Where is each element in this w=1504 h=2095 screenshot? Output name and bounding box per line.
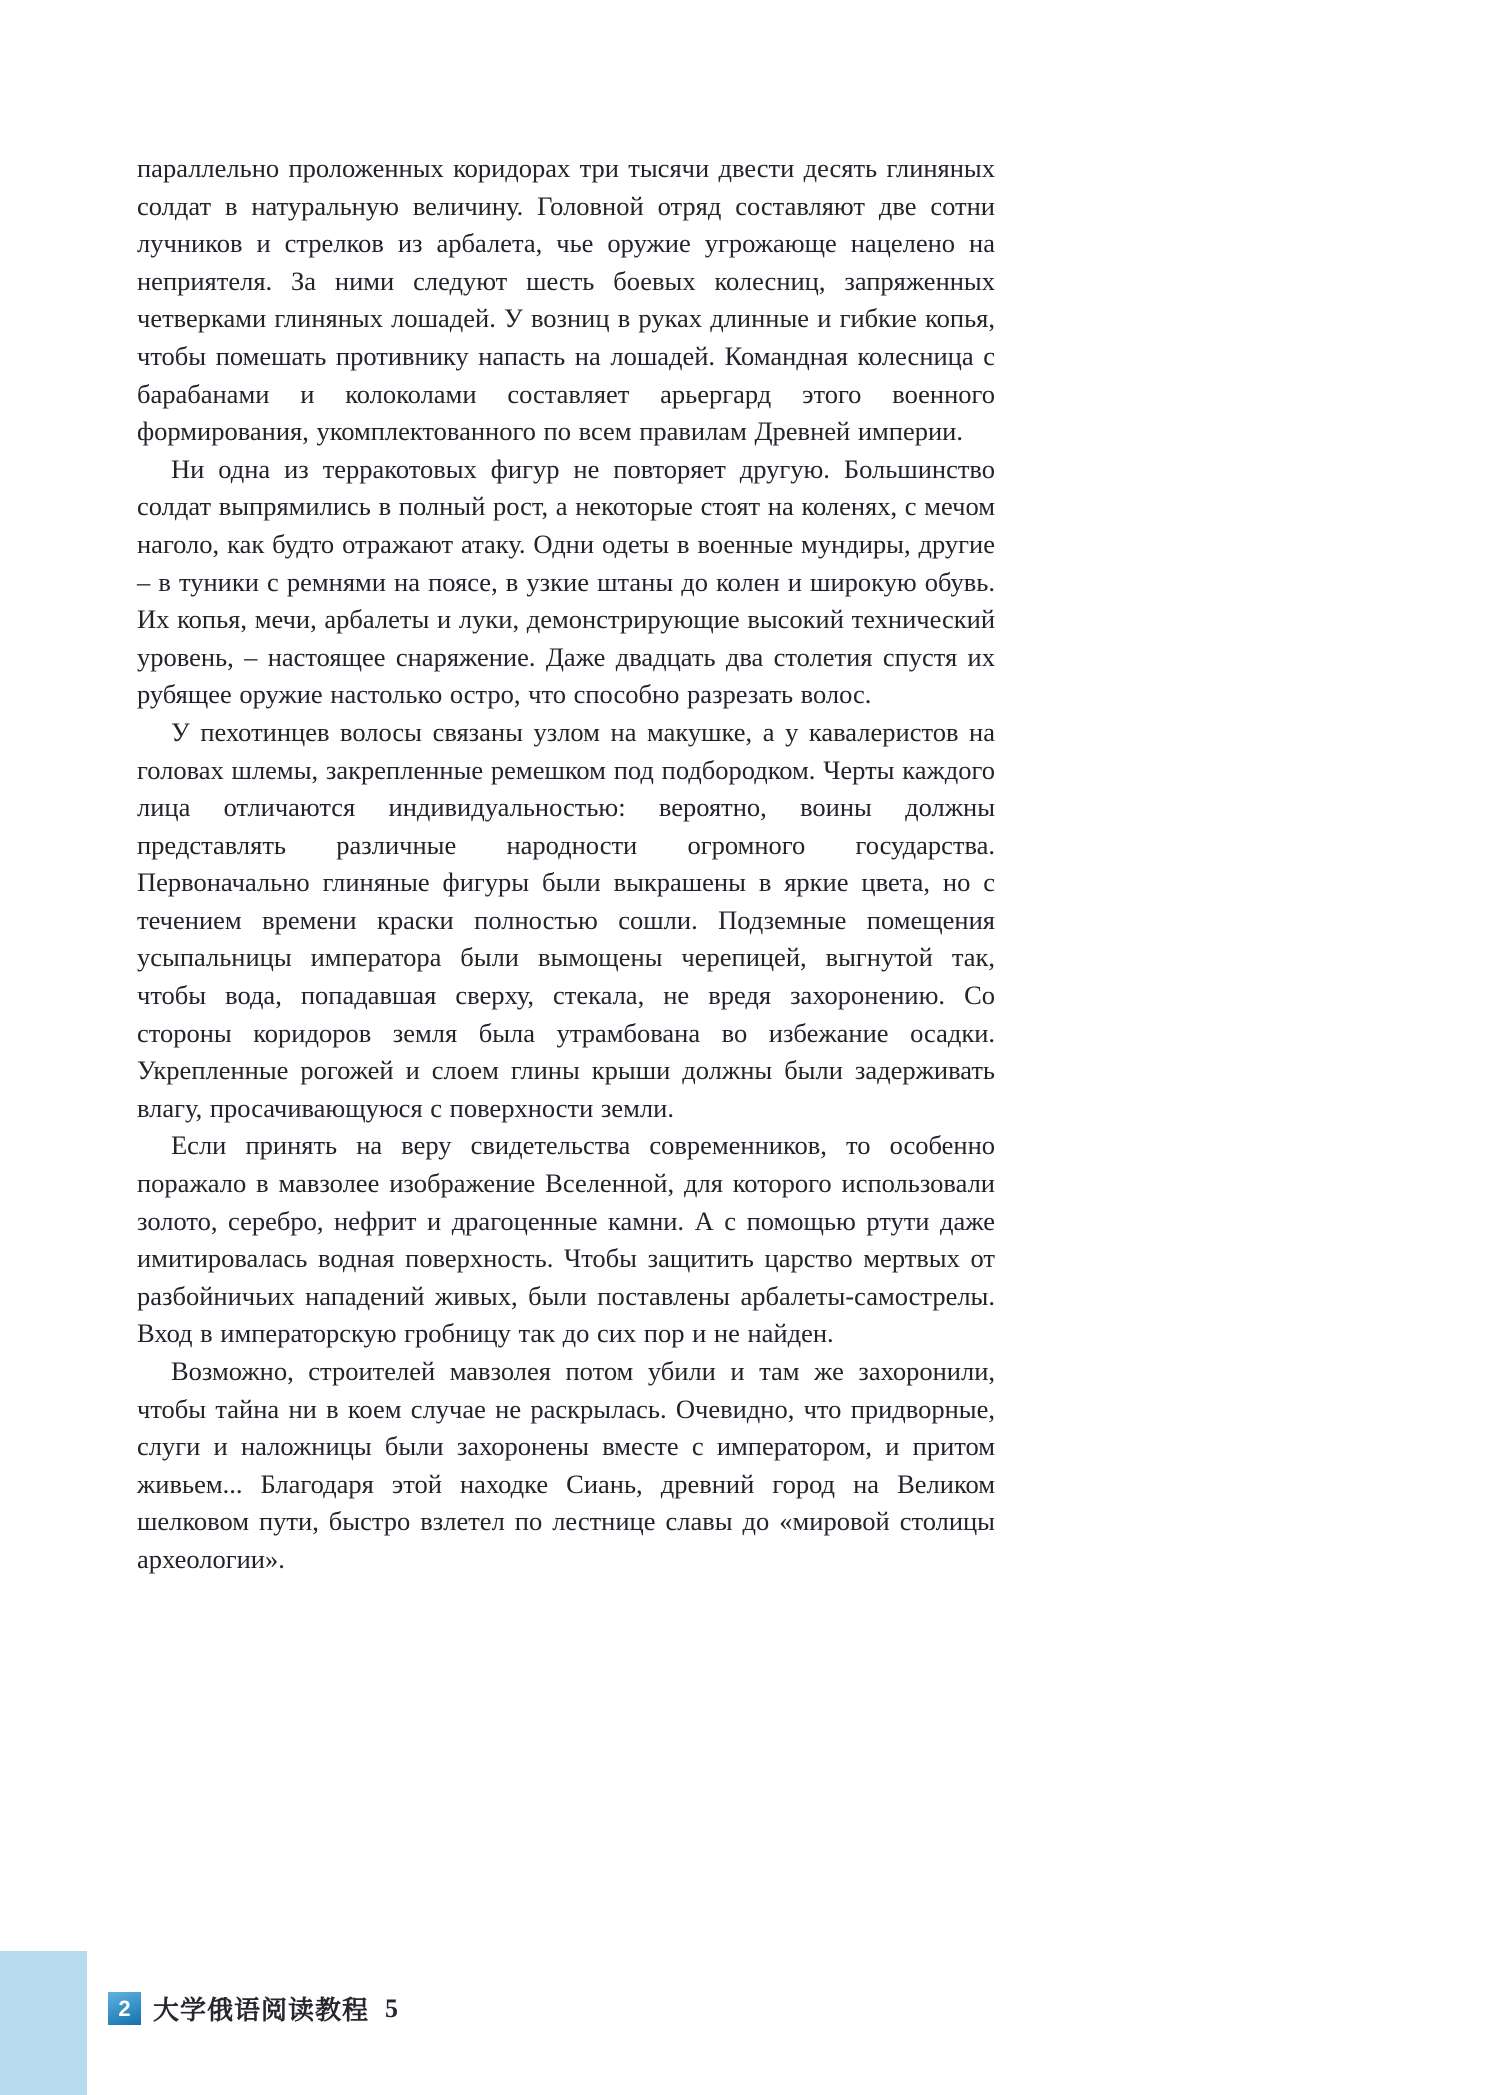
- paragraph: Ни одна из терракотовых фигур не повторяет другую. Большинство солдат выпрямились в полный рост, а некоторые стоят на коленях, с мечом наголо, как будто отражают атаку. Одни одеты в военные мундиры, другие – в туники с ремнями на поясе, в узкие штаны до колен и широкую обувь. Их копья, мечи, арбалеты и луки, демонстрирующие высокий технический уровень, – настоящее снаряжение. Даже двадцать два столетия спустя их рубящее оружие настолько остро, что способно разрезать волос.: [137, 453, 995, 710]
- book-title: 大学俄语阅读教程: [153, 1995, 370, 2025]
- paragraph: Возможно, строителей мавзолея потом убили и там же захоронили, чтобы тайна ни в коем случае не раскрылась. Очевидно, что придворные, слуги и наложницы были захоронены вместе с императором, и притом живьем... Благодаря этой находке Сиань, древний город на Великом шелковом пути, быстро взлетел по лестнице славы до «мировой столицы археологии».: [137, 1356, 995, 1574]
- footer-accent-strip: [0, 1951, 87, 2095]
- page-number-badge: 2: [108, 1992, 141, 2025]
- body-text: [137, 150, 995, 1579]
- footer-number: 5: [385, 1993, 399, 2023]
- page-footer: [108, 1990, 398, 2027]
- paragraph: параллельно проложенных коридорах три тысячи двести десять глиняных солдат в натуральную величину. Головной отряд составляют две сотни лучников и стрелков из арбалета, чье оружие угрожающе нацелено на неприятеля. За ними следуют шесть боевых колесниц, запряженных четверками глиняных лошадей. У возниц в руках длинные и гибкие копья, чтобы помешать противнику напасть на лошадей. Командная колесница с барабанами и колоколами составляет арьергард этого военного формирования, укомплектованного по всем правилам Древней империи.: [137, 153, 995, 447]
- paragraph: У пехотинцев волосы связаны узлом на макушке, а у кавалеристов на головах шлемы, закрепленные ремешком под подбородком. Черты каждого лица отличаются индивидуальностью: вероятно, воины должны представлять различные народности огромного государства. Первоначально глиняные фигуры были выкрашены в яркие цвета, но с течением времени краски полностью сошли. Подземные помещения усыпальницы императора были вымощены черепицей, выгнутой так, чтобы вода, попадавшая сверху, стекала, не вредя захоронению. Со стороны коридоров земля была утрамбована во избежание осадки. Укрепленные рогожей и слоем глины крыши должны были задерживать влагу, просачивающуюся с поверхности земли.: [137, 716, 995, 1123]
- paragraph: Если принять на веру свидетельства современников, то особенно поражало в мавзолее изображение Вселенной, для которого использовали золото, серебро, нефрит и драгоценные камни. А с помощью ртути даже имитировалась водная поверхность. Чтобы защитить царство мертвых от разбойничьих нападений живых, были поставлены арбалеты-самострелы. Вход в императорскую гробницу так до сих пор и не найден.: [137, 1130, 995, 1349]
